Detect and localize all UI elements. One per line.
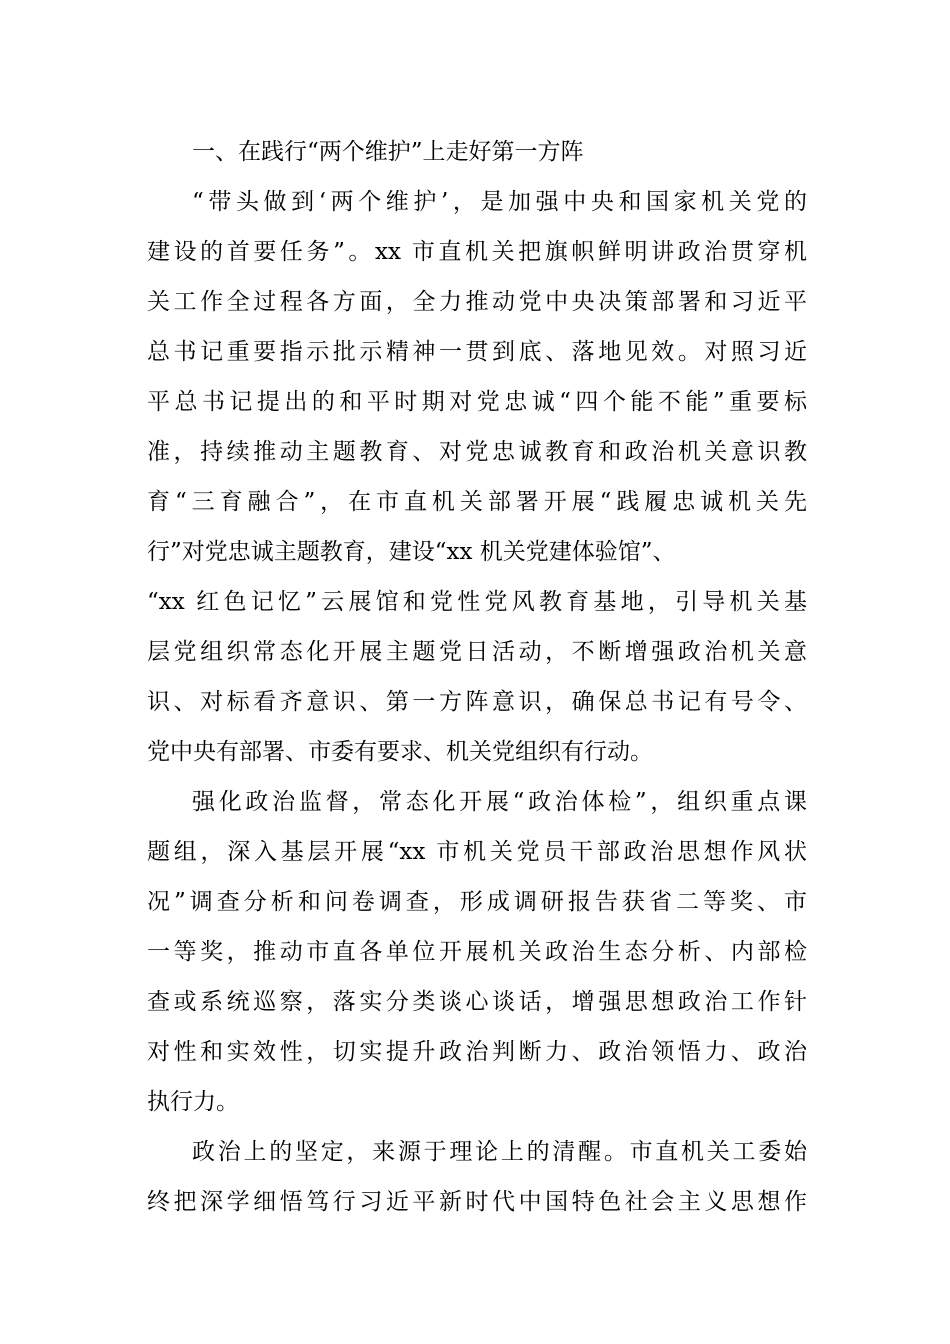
paragraph-line: 况”调查分析和问卷调查，形成调研报告获省二等奖、市 [147,889,807,915]
paragraph-line: 总书记重要指示批示精神一贯到底、落地见效。对照习近 [147,339,807,365]
paragraph-line: 执行力。 [147,1089,239,1115]
section-heading: 一、在践行“两个维护”上走好第一方阵 [192,139,584,165]
paragraph-line: 育“三育融合”，在市直机关部署开展“践履忠诚机关先 [147,489,807,515]
paragraph-line: 建设的首要任务”。xx 市直机关把旗帜鲜明讲政治贯穿机 [147,239,807,265]
paragraph-line: 一等奖，推动市直各单位开展机关政治生态分析、内部检 [147,939,807,965]
paragraph-line: 准，持续推动主题教育、对党忠诚教育和政治机关意识教 [147,439,807,465]
paragraph-line: 对性和实效性，切实提升政治判断力、政治领悟力、政治 [147,1039,807,1065]
paragraph-line: 党中央有部署、市委有要求、机关党组织有行动。 [147,739,653,765]
paragraph-line: 终把深学细悟笃行习近平新时代中国特色社会主义思想作 [147,1189,807,1215]
paragraph-line: 查或系统巡察，落实分类谈心谈话，增强思想政治工作针 [147,989,807,1015]
paragraph-line: 强化政治监督，常态化开展“政治体检”，组织重点课 [192,789,807,815]
paragraph-line: “带头做到‘两个维护’，是加强中央和国家机关党的 [192,189,807,215]
paragraph-line: 识、对标看齐意识、第一方阵意识，确保总书记有号令、 [147,689,807,715]
paragraph-line: 政治上的坚定，来源于理论上的清醒。市直机关工委始 [192,1139,807,1165]
paragraph-line: “xx 红色记忆”云展馆和党性党风教育基地，引导机关基 [147,589,807,615]
paragraph-line: 平总书记提出的和平时期对党忠诚“四个能不能”重要标 [147,389,807,415]
paragraph-line: 题组，深入基层开展“xx 市机关党员干部政治思想作风状 [147,839,807,865]
paragraph-line: 关工作全过程各方面，全力推动党中央决策部署和习近平 [147,289,807,315]
paragraph-line: 层党组织常态化开展主题党日活动，不断增强政治机关意 [147,639,807,665]
paragraph-line: 行”对党忠诚主题教育，建设“xx 机关党建体验馆”、 [147,539,676,565]
